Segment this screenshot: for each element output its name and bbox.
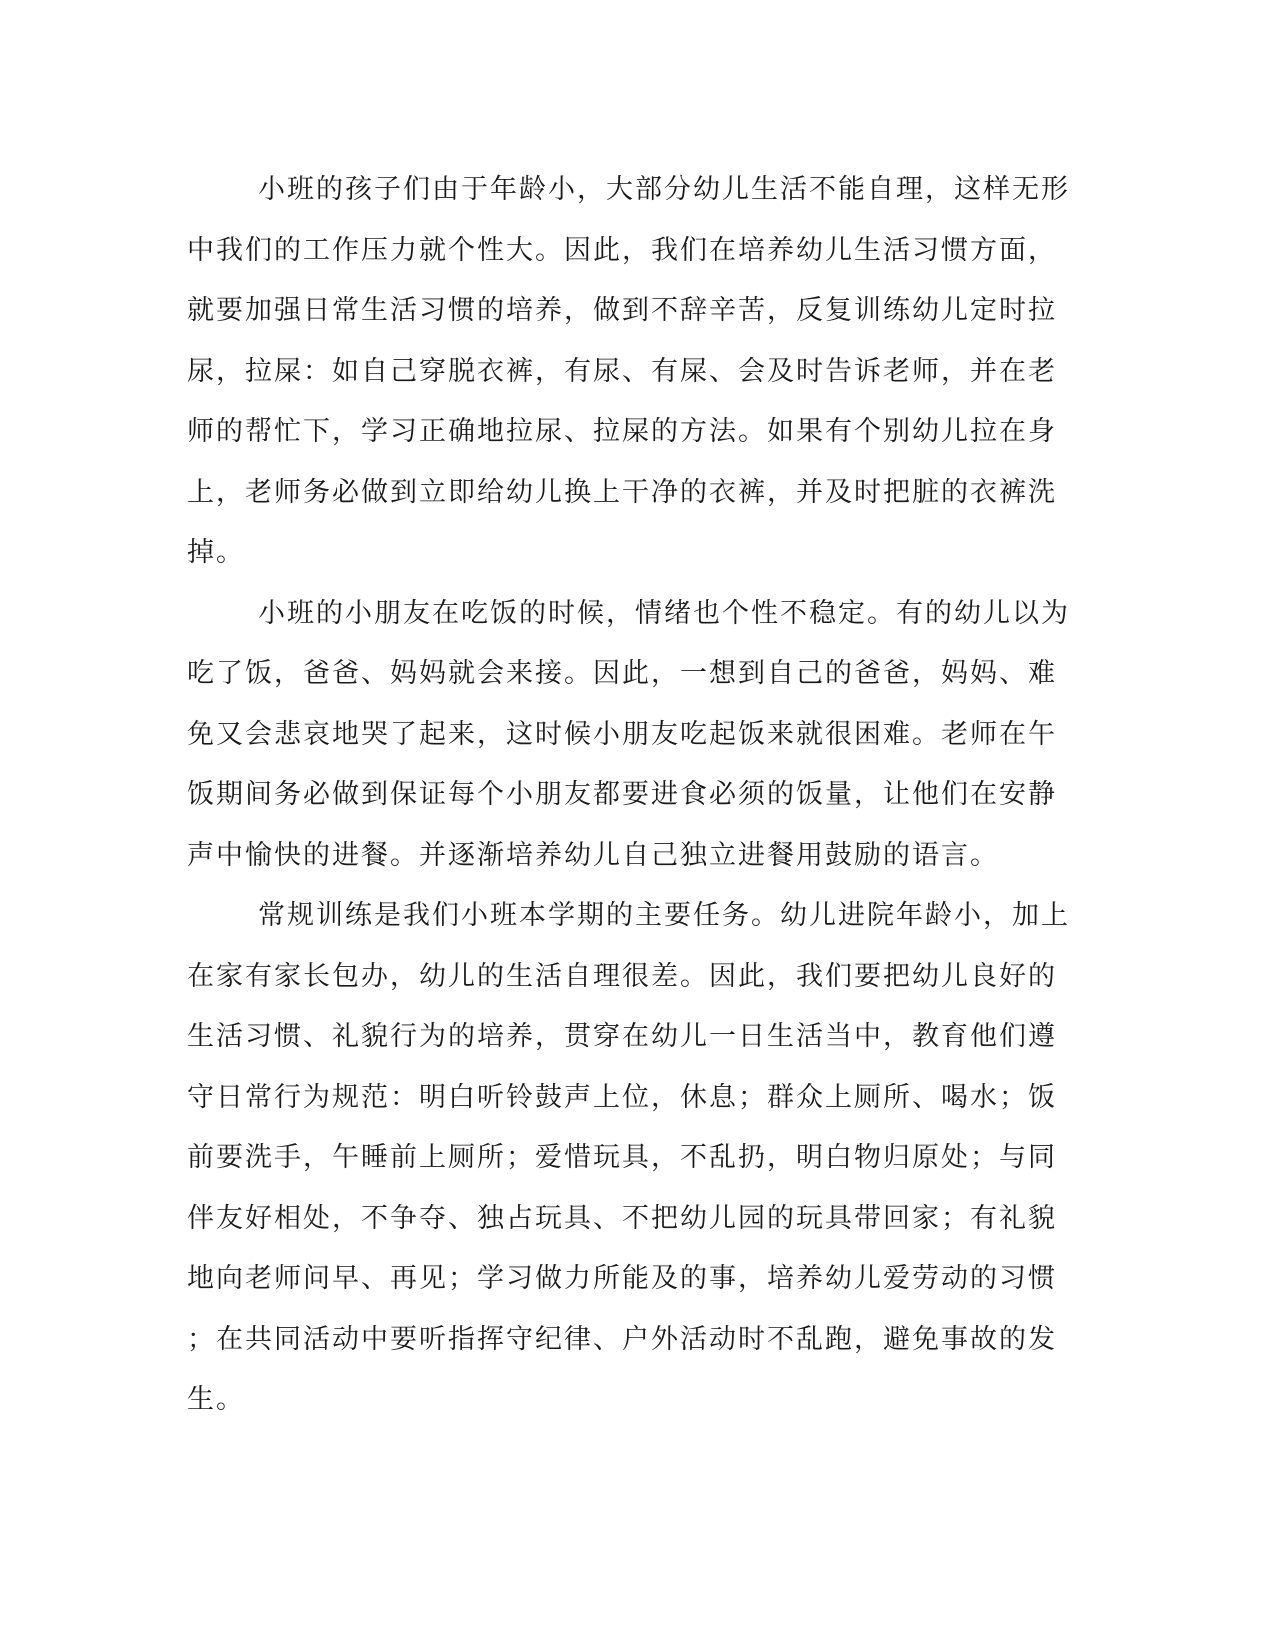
text-line: 常规训练是我们小班本学期的主要任务。幼儿进院年龄小，加上 (258, 900, 1070, 931)
text-line: 尿，拉屎：如自己穿脱衣裤，有尿、有屎、会及时告诉老师，并在老 (187, 355, 1057, 387)
text-line: 伴友好相处，不争夺、独占玩具、不把幼儿园的玩具带回家；有礼貌 (187, 1202, 1057, 1234)
text-line: 生活习惯、礼貌行为的培养，贯穿在幼儿一日生活当中，教育他们遵 (187, 1021, 1057, 1052)
text-line: 小班的小朋友在吃饭的时候，情绪也个性不稳定。有的幼儿以为 (258, 597, 1070, 629)
text-line: 吃了饭，爸爸、妈妈就会来接。因此，一想到自己的爸爸，妈妈、难 (187, 658, 1057, 689)
text-line: 中我们的工作压力就个性大。因此，我们在培养幼儿生活习惯方面， (187, 234, 1057, 266)
text-line: 守日常行为规范：明白听铃鼓声上位，休息；群众上厕所、喝水；饭 (187, 1081, 1057, 1113)
text-line: 掉。 (187, 537, 245, 568)
text-line: 饭期间务必做到保证每个小朋友都要进食必须的饭量，让他们在安静 (187, 779, 1057, 810)
paragraph-2 (187, 584, 1077, 887)
text-line: 免又会悲哀地哭了起来，这时候小朋友吃起饭来就很困难。老师在午 (187, 718, 1057, 750)
text-line: ；在共同活动中要听指挥守纪律、户外活动时不乱跑，避免事故的发 (187, 1323, 1057, 1355)
text-line: 在家有家长包办，幼儿的生活自理很差。因此，我们要把幼儿良好的 (187, 960, 1057, 992)
text-line: 地向老师问早、再见；学习做力所能及的事，培养幼儿爱劳动的习惯 (187, 1263, 1057, 1294)
text-line: 就要加强日常生活习惯的培养，做到不辞辛苦，反复训练幼儿定时拉 (187, 295, 1057, 326)
text-line: 师的帮忙下，学习正确地拉尿、拉屎的方法。如果有个别幼儿拉在身 (187, 416, 1057, 447)
text-line: 前要洗手，午睡前上厕所；爱惜玩具，不乱扔，明白物归原处；与同 (187, 1142, 1057, 1173)
text-line: 小班的孩子们由于年龄小，大部分幼儿生活不能自理，这样无形 (258, 174, 1070, 205)
text-line: 上，老师务必做到立即给幼儿换上干净的衣裤，并及时把脏的衣裤洗 (187, 476, 1057, 508)
document-body (187, 160, 1077, 1431)
paragraph-1 (187, 160, 1077, 584)
paragraph-3 (187, 886, 1077, 1431)
text-line: 生。 (187, 1384, 245, 1415)
text-line: 声中愉快的进餐。并逐渐培养幼儿自己独立进餐用鼓励的语言。 (187, 839, 999, 871)
